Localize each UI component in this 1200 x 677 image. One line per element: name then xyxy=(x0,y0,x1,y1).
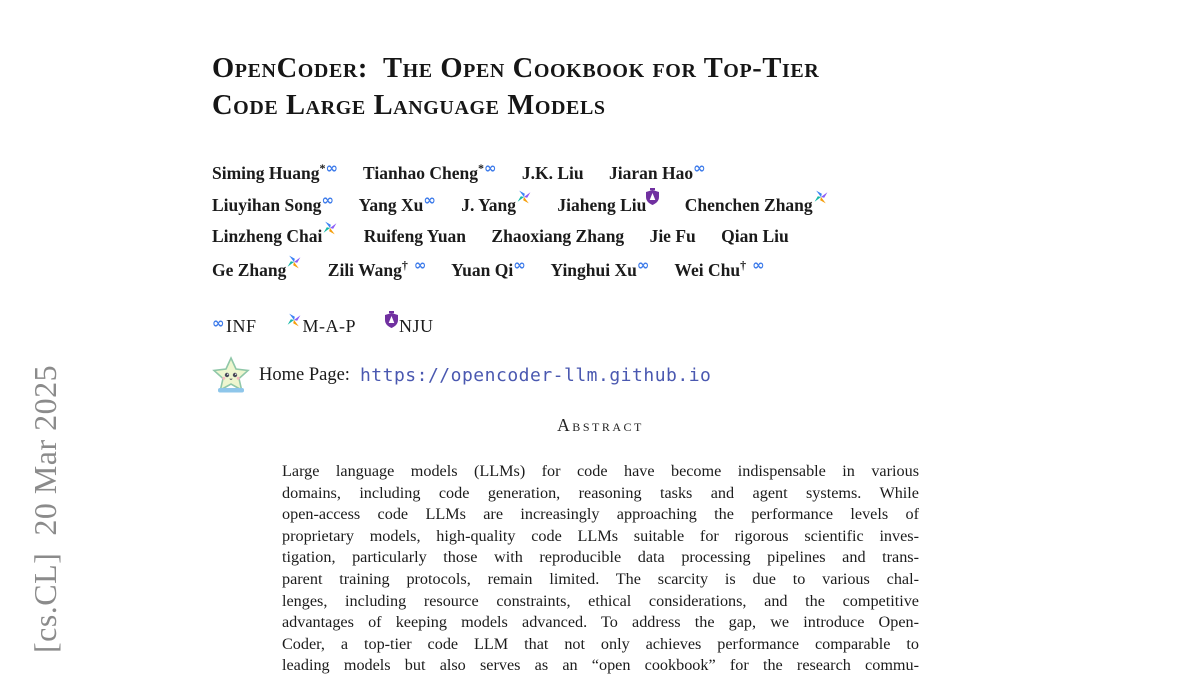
nju-logo-icon xyxy=(385,311,398,328)
affiliation-nju xyxy=(385,316,434,336)
author-name: J.K. Liu xyxy=(521,163,584,183)
inf-logo-icon: ∞ xyxy=(212,314,225,332)
inf-logo-icon: ∞ xyxy=(321,191,334,209)
abstract-line: leading models but also serves as an “open cookbook” for the research commu- xyxy=(282,656,919,675)
author-name: Zili Wang xyxy=(327,260,402,280)
author-name: Linzheng Chai xyxy=(212,226,323,246)
author xyxy=(491,226,624,246)
paper-title-line2: Code Large Language Models xyxy=(212,90,606,121)
paper-content xyxy=(212,0,990,677)
map-logo-icon xyxy=(516,189,532,205)
author-name: Jie Fu xyxy=(649,226,696,246)
author xyxy=(522,163,584,183)
affiliation-label: M-A-P xyxy=(302,316,357,336)
author-name: Zhaoxiang Zhang xyxy=(491,226,625,246)
author-line-3 xyxy=(212,220,990,251)
map-logo-icon xyxy=(322,220,338,236)
author xyxy=(212,191,334,215)
abstract-line: advantages of keeping models advanced. To address the gap, we introduce Open- xyxy=(282,613,919,632)
author xyxy=(685,195,829,215)
author-mark: † xyxy=(401,258,408,272)
author xyxy=(650,226,696,246)
inf-logo-icon: ∞ xyxy=(423,191,436,209)
abstract-line: tigation, particularly those with reproducible data processing pipelines and trans- xyxy=(282,548,919,567)
author-name: Ge Zhang xyxy=(212,260,287,280)
map-logo-icon xyxy=(286,312,302,328)
abstract-line: proprietary models, high-quality code LLMs suitable for rigorous scientific inves- xyxy=(282,526,919,545)
author-name: Jiaran Hao xyxy=(609,163,694,183)
author xyxy=(461,195,532,215)
author xyxy=(550,256,650,280)
author xyxy=(363,159,497,183)
affiliation-inf xyxy=(212,316,257,336)
inf-logo-icon: ∞ xyxy=(752,256,765,274)
author-block xyxy=(212,154,990,285)
opencoder-mascot-icon xyxy=(212,357,250,393)
arxiv-sidebar-banner: [cs.CL] 20 Mar 2025 xyxy=(27,364,63,653)
inf-logo-icon: ∞ xyxy=(483,159,497,177)
author-name: Yang Xu xyxy=(358,195,424,215)
abstract-heading: Abstract xyxy=(557,415,644,435)
author-name: Yuan Qi xyxy=(451,260,514,280)
author-name: J. Yang xyxy=(461,195,517,215)
abstract-line: Large language models (LLMs) for code have become indispensable in various xyxy=(282,462,919,480)
author xyxy=(609,159,706,183)
author xyxy=(212,226,338,246)
author-name: Tianhao Cheng xyxy=(363,163,478,183)
affiliation-line xyxy=(212,311,990,337)
author-mark: * xyxy=(477,161,484,175)
affiliation-map xyxy=(286,316,357,336)
author xyxy=(212,159,338,183)
author-line-2 xyxy=(212,188,990,220)
paper-title-line1: OpenCoder: The Open Cookbook for Top-Tier xyxy=(212,53,820,84)
author-name: Wei Chu xyxy=(674,260,741,280)
author-line-4 xyxy=(212,251,990,285)
author-name: Chenchen Zhang xyxy=(684,195,813,215)
author-name: Qian Liu xyxy=(721,226,789,246)
author xyxy=(212,260,302,280)
abstract-line: open-access code LLMs are increasingly approaching the performance levels of xyxy=(282,505,919,524)
inf-logo-icon: ∞ xyxy=(413,256,427,274)
homepage-row xyxy=(212,355,990,395)
homepage-url-link[interactable]: https://opencoder-llm.github.io xyxy=(359,364,712,386)
author xyxy=(364,226,466,246)
affiliation-label: NJU xyxy=(399,316,434,336)
inf-logo-icon: ∞ xyxy=(513,256,526,274)
inf-logo-icon: ∞ xyxy=(636,256,650,274)
abstract-paragraph xyxy=(282,461,919,677)
abstract-line: domains, including code generation, reasoning tasks and agent systems. While xyxy=(282,483,919,502)
nju-logo-icon xyxy=(646,188,659,205)
abstract-line: lenges, including resource constraints, ethical considerations, and the competitive xyxy=(282,591,919,610)
author xyxy=(327,256,427,280)
affiliation-label: INF xyxy=(226,316,257,336)
abstract-line: parent training protocols, remain limited. The scarcity is due to various chal- xyxy=(282,569,919,588)
author-name: Ruifeng Yuan xyxy=(363,226,467,246)
author-name: Jiaheng Liu xyxy=(557,195,647,215)
inf-logo-icon: ∞ xyxy=(693,159,706,177)
author-name: Yinghui Xu xyxy=(550,260,637,280)
map-logo-icon xyxy=(813,189,829,205)
author-name: Siming Huang xyxy=(212,163,320,183)
paper-title xyxy=(212,50,990,124)
map-logo-icon xyxy=(286,254,302,270)
author-mark: † xyxy=(740,258,747,272)
author xyxy=(451,256,526,280)
author-line-1 xyxy=(212,154,990,188)
homepage-label: Home Page: xyxy=(259,364,350,385)
inf-logo-icon: ∞ xyxy=(325,159,338,177)
author-mark: * xyxy=(319,161,326,175)
author xyxy=(674,256,765,280)
author xyxy=(721,226,789,246)
author xyxy=(358,191,436,215)
abstract-line: Coder, a top-tier code LLM that not only achieves performance comparable to xyxy=(282,634,919,653)
author xyxy=(557,195,659,215)
author-name: Liuyihan Song xyxy=(212,195,322,215)
